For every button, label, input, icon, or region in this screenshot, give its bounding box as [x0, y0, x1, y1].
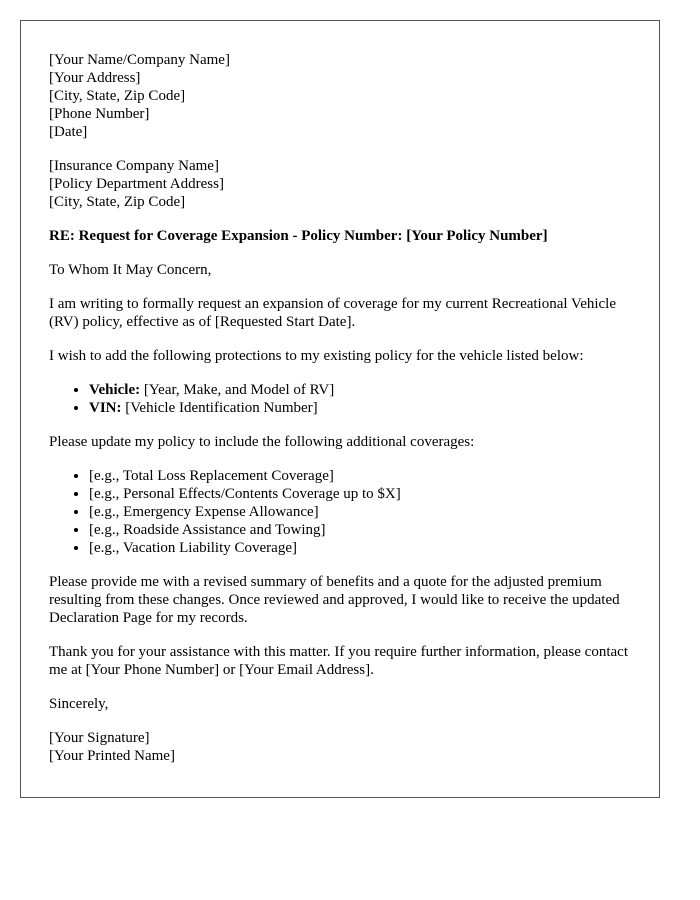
- list-item: [89, 399, 631, 417]
- sender-city-state-zip: [City, State, Zip Code]: [49, 88, 186, 104]
- sender-address: [Your Address]: [49, 70, 141, 86]
- vehicle-value: [Year, Make, and Model of RV]: [140, 382, 335, 398]
- intro-paragraph: I am writing to formally request an expansion of coverage for my current Recreational Vehicle (RV) policy, effective as of [Requested Start Date].: [49, 296, 617, 330]
- closing: Sincerely,: [49, 696, 109, 712]
- salutation: To Whom It May Concern,: [49, 262, 212, 278]
- vin-label: VIN:: [89, 400, 122, 416]
- sender-address-block: [49, 51, 631, 141]
- signature-block: [49, 729, 631, 765]
- recipient-address-block: [49, 157, 631, 211]
- letter-date: [Date]: [49, 124, 88, 140]
- thanks-paragraph: Thank you for your assistance with this matter. If you require further information, please contact me at [Your Phone Number] or [Your Email Address].: [49, 644, 628, 678]
- recipient-address: [Policy Department Address]: [49, 176, 224, 192]
- update-policy-paragraph: Please update my policy to include the following additional coverages:: [49, 434, 475, 450]
- list-item: • [e.g., Emergency Expense Allowance]: [89, 503, 631, 521]
- recipient-company: [Insurance Company Name]: [49, 158, 219, 174]
- coverages-list: [49, 467, 631, 557]
- list-item: • [e.g., Total Loss Replacement Coverage]: [89, 467, 631, 485]
- vehicle-details-list: [49, 381, 631, 417]
- letter-page: [20, 20, 660, 798]
- vehicle-label: Vehicle:: [89, 382, 141, 398]
- sender-name: [Your Name/Company Name]: [49, 52, 230, 68]
- list-item: [89, 381, 631, 399]
- list-item: • [e.g., Personal Effects/Contents Coverage up to $X]: [89, 485, 631, 503]
- signature-line: [Your Signature]: [49, 730, 150, 746]
- sender-phone: [Phone Number]: [49, 106, 150, 122]
- revised-summary-paragraph: Please provide me with a revised summary of benefits and a quote for the adjusted premium resulting from these changes. Once reviewed and approved, I would like to receive the updated Declaration Page for my records.: [49, 574, 620, 626]
- recipient-city-state-zip: [City, State, Zip Code]: [49, 194, 186, 210]
- add-protections-paragraph: I wish to add the following protections to my existing policy for the vehicle listed below:: [49, 348, 584, 364]
- printed-name: [Your Printed Name]: [49, 748, 175, 764]
- list-item: • [e.g., Vacation Liability Coverage]: [89, 539, 631, 557]
- subject-line: RE: Request for Coverage Expansion - Policy Number: [Your Policy Number]: [49, 228, 548, 244]
- vin-value: [Vehicle Identification Number]: [121, 400, 318, 416]
- list-item: • [e.g., Roadside Assistance and Towing]: [89, 521, 631, 539]
